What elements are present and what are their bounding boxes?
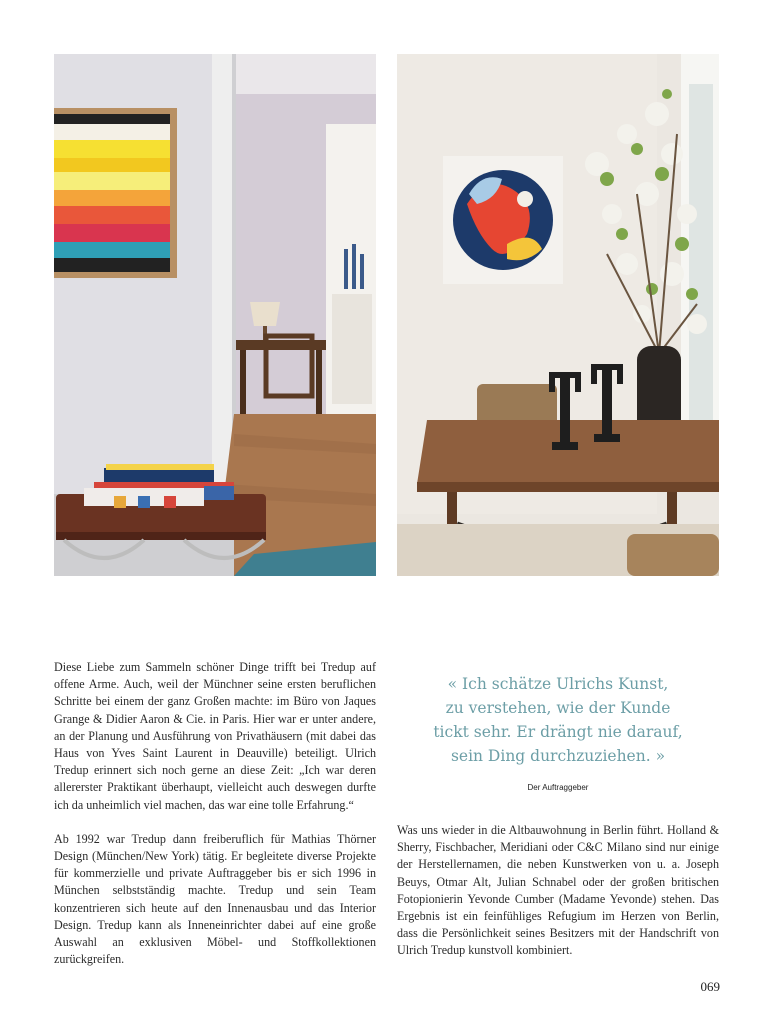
dining-corner-illustration	[397, 54, 719, 576]
quote-line: tickt sehr. Er drängt nie darauf,	[433, 723, 683, 741]
paragraph: Diese Liebe zum Sammeln schöner Dinge trifft bei Tredup auf offene Arme. Auch, weil der Münchner seine ersten beruflichen Schritte bei einem der ganz Großen machte: im Büro von Jaques Grange & Didier Aaron & Cie. in Paris. Hier war er unter andere, an der Planung und Ausführung von Privathäusern (mit dabei das Haus von Yves Saint Laurent in Deauville) beteiligt. Ulrich Tredup erinnert sich noch gerne an diese Zeit: „Ich war deren allererster Praktikant überhaupt, vielleicht auch deswegen durfte ich da unheimlich viel machen, das war eine tolle Erfahrung.“	[54, 660, 376, 812]
quote-line: « Ich schätze Ulrichs Kunst,	[447, 675, 669, 693]
body-column-left	[54, 659, 376, 968]
pull-quote	[400, 672, 716, 768]
photo-living-room	[54, 54, 376, 576]
body-column-right	[397, 822, 719, 960]
quote-attribution: Der Auftraggeber	[527, 783, 589, 792]
quote-line: sein Ding durchzuziehen. »	[450, 747, 666, 765]
living-room-illustration	[54, 54, 376, 576]
paragraph: Was uns wieder in die Altbauwohnung in Berlin führt. Holland & Sherry, Fischbacher, Meridiani oder C&C Milano sind nur einige der Herstellernamen, die neben Kunstwerken von u. a. Joseph Beuys, Otmar Alt, Julian Schnabel oder der großen britischen Fotopionierin Yevonde Cumber (Madame Yevonde) stehen. Das Ergebnis ist ein feinfühliges Refugium im Herzen von Berlin, dass die Persönlichkeit seines Besitzers mit der Handschrift von Ulrich Tredup kunstvoll kombiniert.	[397, 823, 719, 958]
paragraph: Ab 1992 war Tredup dann freiberuflich für Mathias Thörner Design (München/New York) tätig. Er begleitete diverse Projekte für kommerzielle und private Auftraggeber bis er sich 1996 in München selbstständig machte. Tredup und sein Team konzentrieren sich heute auf den Innenausbau und das Interior Design. Tredup kann als Inneneinrichter dabei auf eine große Auswahl an exklusiven Möbel- und Stoffkollektionen zurückgreifen.	[54, 831, 376, 967]
photo-dining-corner	[397, 54, 719, 576]
quote-line: zu verstehen, wie der Kunde	[445, 699, 671, 717]
page-number: 069	[700, 979, 720, 994]
